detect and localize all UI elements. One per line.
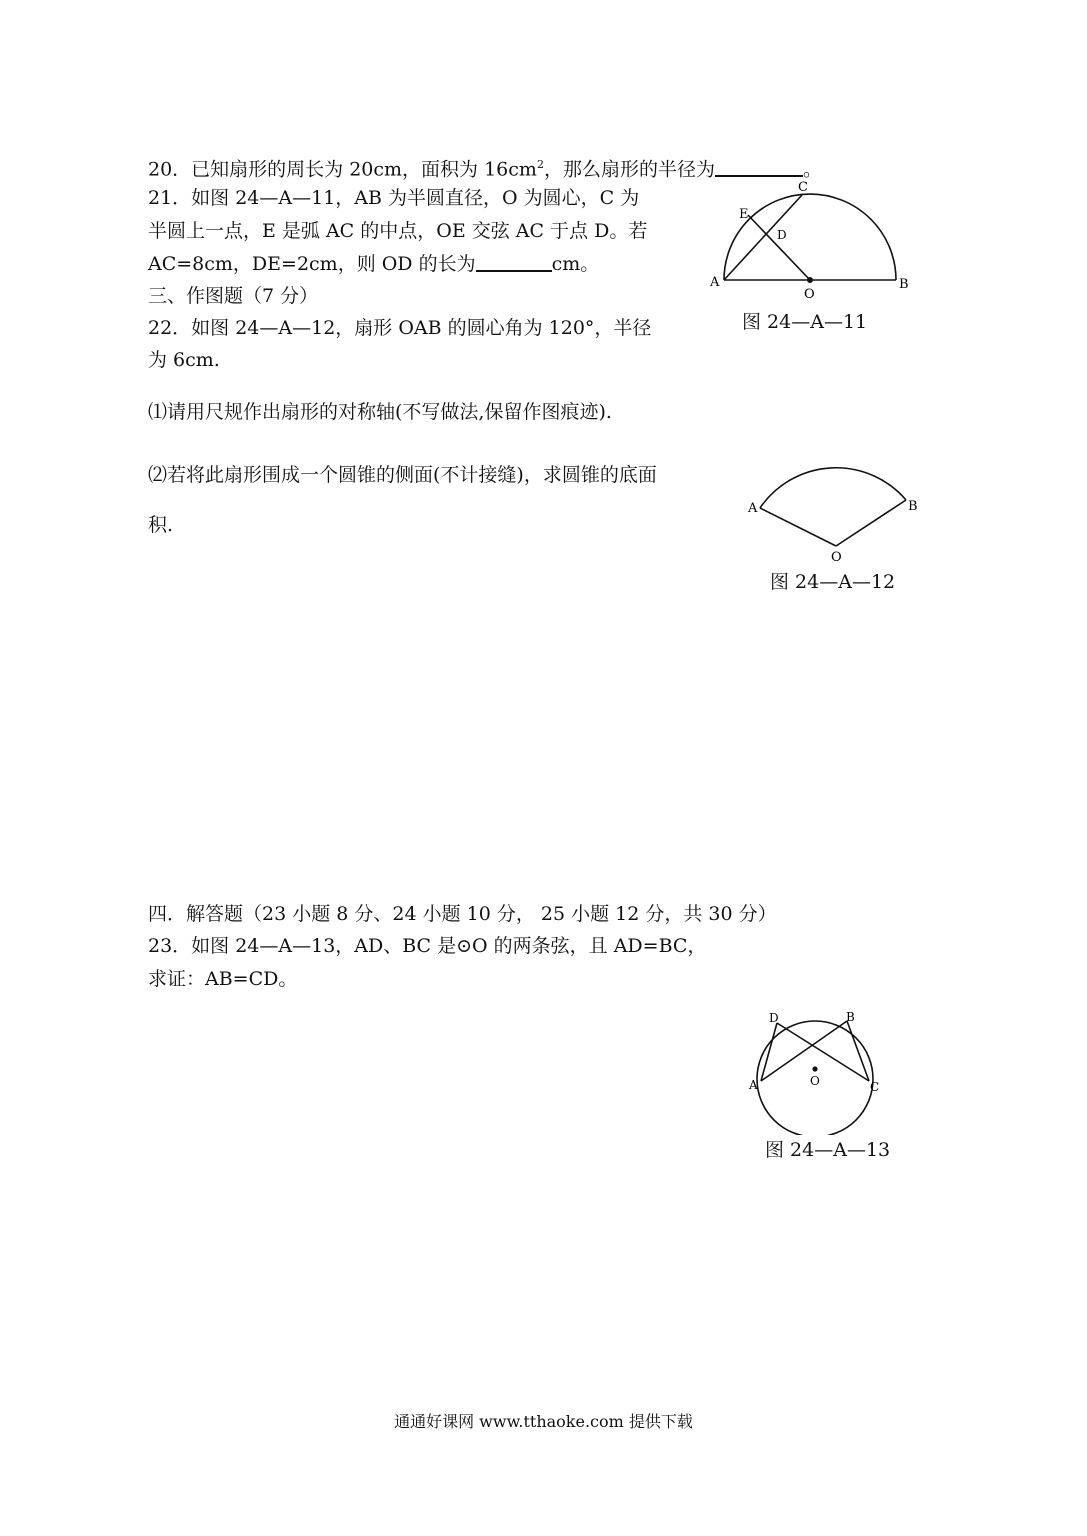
q20-superscript: 2 [536,158,544,171]
q21-answer-blank [476,252,552,272]
label-b: B [908,499,918,514]
segment-oe [748,215,810,280]
label-d: D [769,1011,779,1025]
label-c: C [870,1080,880,1094]
chord-ab [761,1021,847,1081]
label-a: A [710,275,720,290]
figure-24-a-11 [700,175,920,305]
page-footer: 通通好课网 www.tthaoke.com 提供下载 [394,1412,693,1431]
figure-11-caption: 图 24—A—11 [742,311,868,333]
q20-tail: 。 [802,158,822,181]
q22-part-1: ⑴请用尺规作出扇形的对称轴(不写做法,保留作图痕迹). [148,401,612,423]
q22-part-2-end: 积. [148,514,174,536]
label-b: B [846,1010,855,1024]
label-o: O [831,550,842,565]
semicircle-arc [724,194,896,280]
radius-ob [836,500,906,546]
figure-12-svg [740,450,930,570]
q21-line-2: 半圆上一点，E 是弧 AC 的中点，OE 交弦 AC 于点 D。若 [148,220,648,242]
label-a: A [748,501,758,516]
section-4-heading: 四．解答题（23 小题 8 分、24 小题 10 分， 25 小题 12 分，共 30 分） [148,903,777,925]
q21-line-3 [148,252,599,276]
q21-line-3-text: AC=8cm，DE=2cm，则 OD 的长为 [148,253,476,275]
center-o-dot [807,277,813,283]
label-o: O [804,287,815,302]
figure-24-a-13 [745,1005,895,1135]
sector-arc [760,468,906,508]
q23-line-1: 23．如图 24—A—13，AD、BC 是⊙O 的两条弦，且 AD=BC， [148,935,707,957]
q20-text: 20．已知扇形的周长为 20cm，面积为 16cm [148,158,537,181]
radius-oa [760,508,836,546]
q20-text-end: ，那么扇形的半径为 [543,158,715,181]
q22-line-1: 22．如图 24—A—12，扇形 OAB 的圆心角为 120°，半径 [148,317,652,339]
label-e: E [739,207,749,222]
label-b: B [899,277,909,292]
figure-24-a-12 [740,450,930,570]
q23-line-2: 求证：AB=CD。 [148,968,298,990]
section-3-heading: 三、作图题（7 分） [148,285,319,307]
label-c: C [798,180,808,195]
q22-part-2: ⑵若将此扇形围成一个圆锥的侧面(不计接缝)，求圆锥的底面 [148,464,657,486]
label-a: A [749,1078,758,1092]
q22-line-2: 为 6cm. [148,349,220,371]
q21-line-1: 21．如图 24—A—11，AB 为半圆直径，O 为圆心，C 为 [148,187,640,209]
label-o: O [810,1074,820,1088]
figure-13-svg [745,1005,895,1135]
q21-line-3-tail: cm。 [551,253,600,275]
figure-13-caption: 图 24—A—13 [765,1139,891,1161]
chord-dc [777,1023,869,1081]
figure-11-svg [700,175,920,305]
center-o-dot [812,1066,817,1071]
figure-12-caption: 图 24—A—12 [770,571,896,593]
label-d: D [777,228,787,242]
